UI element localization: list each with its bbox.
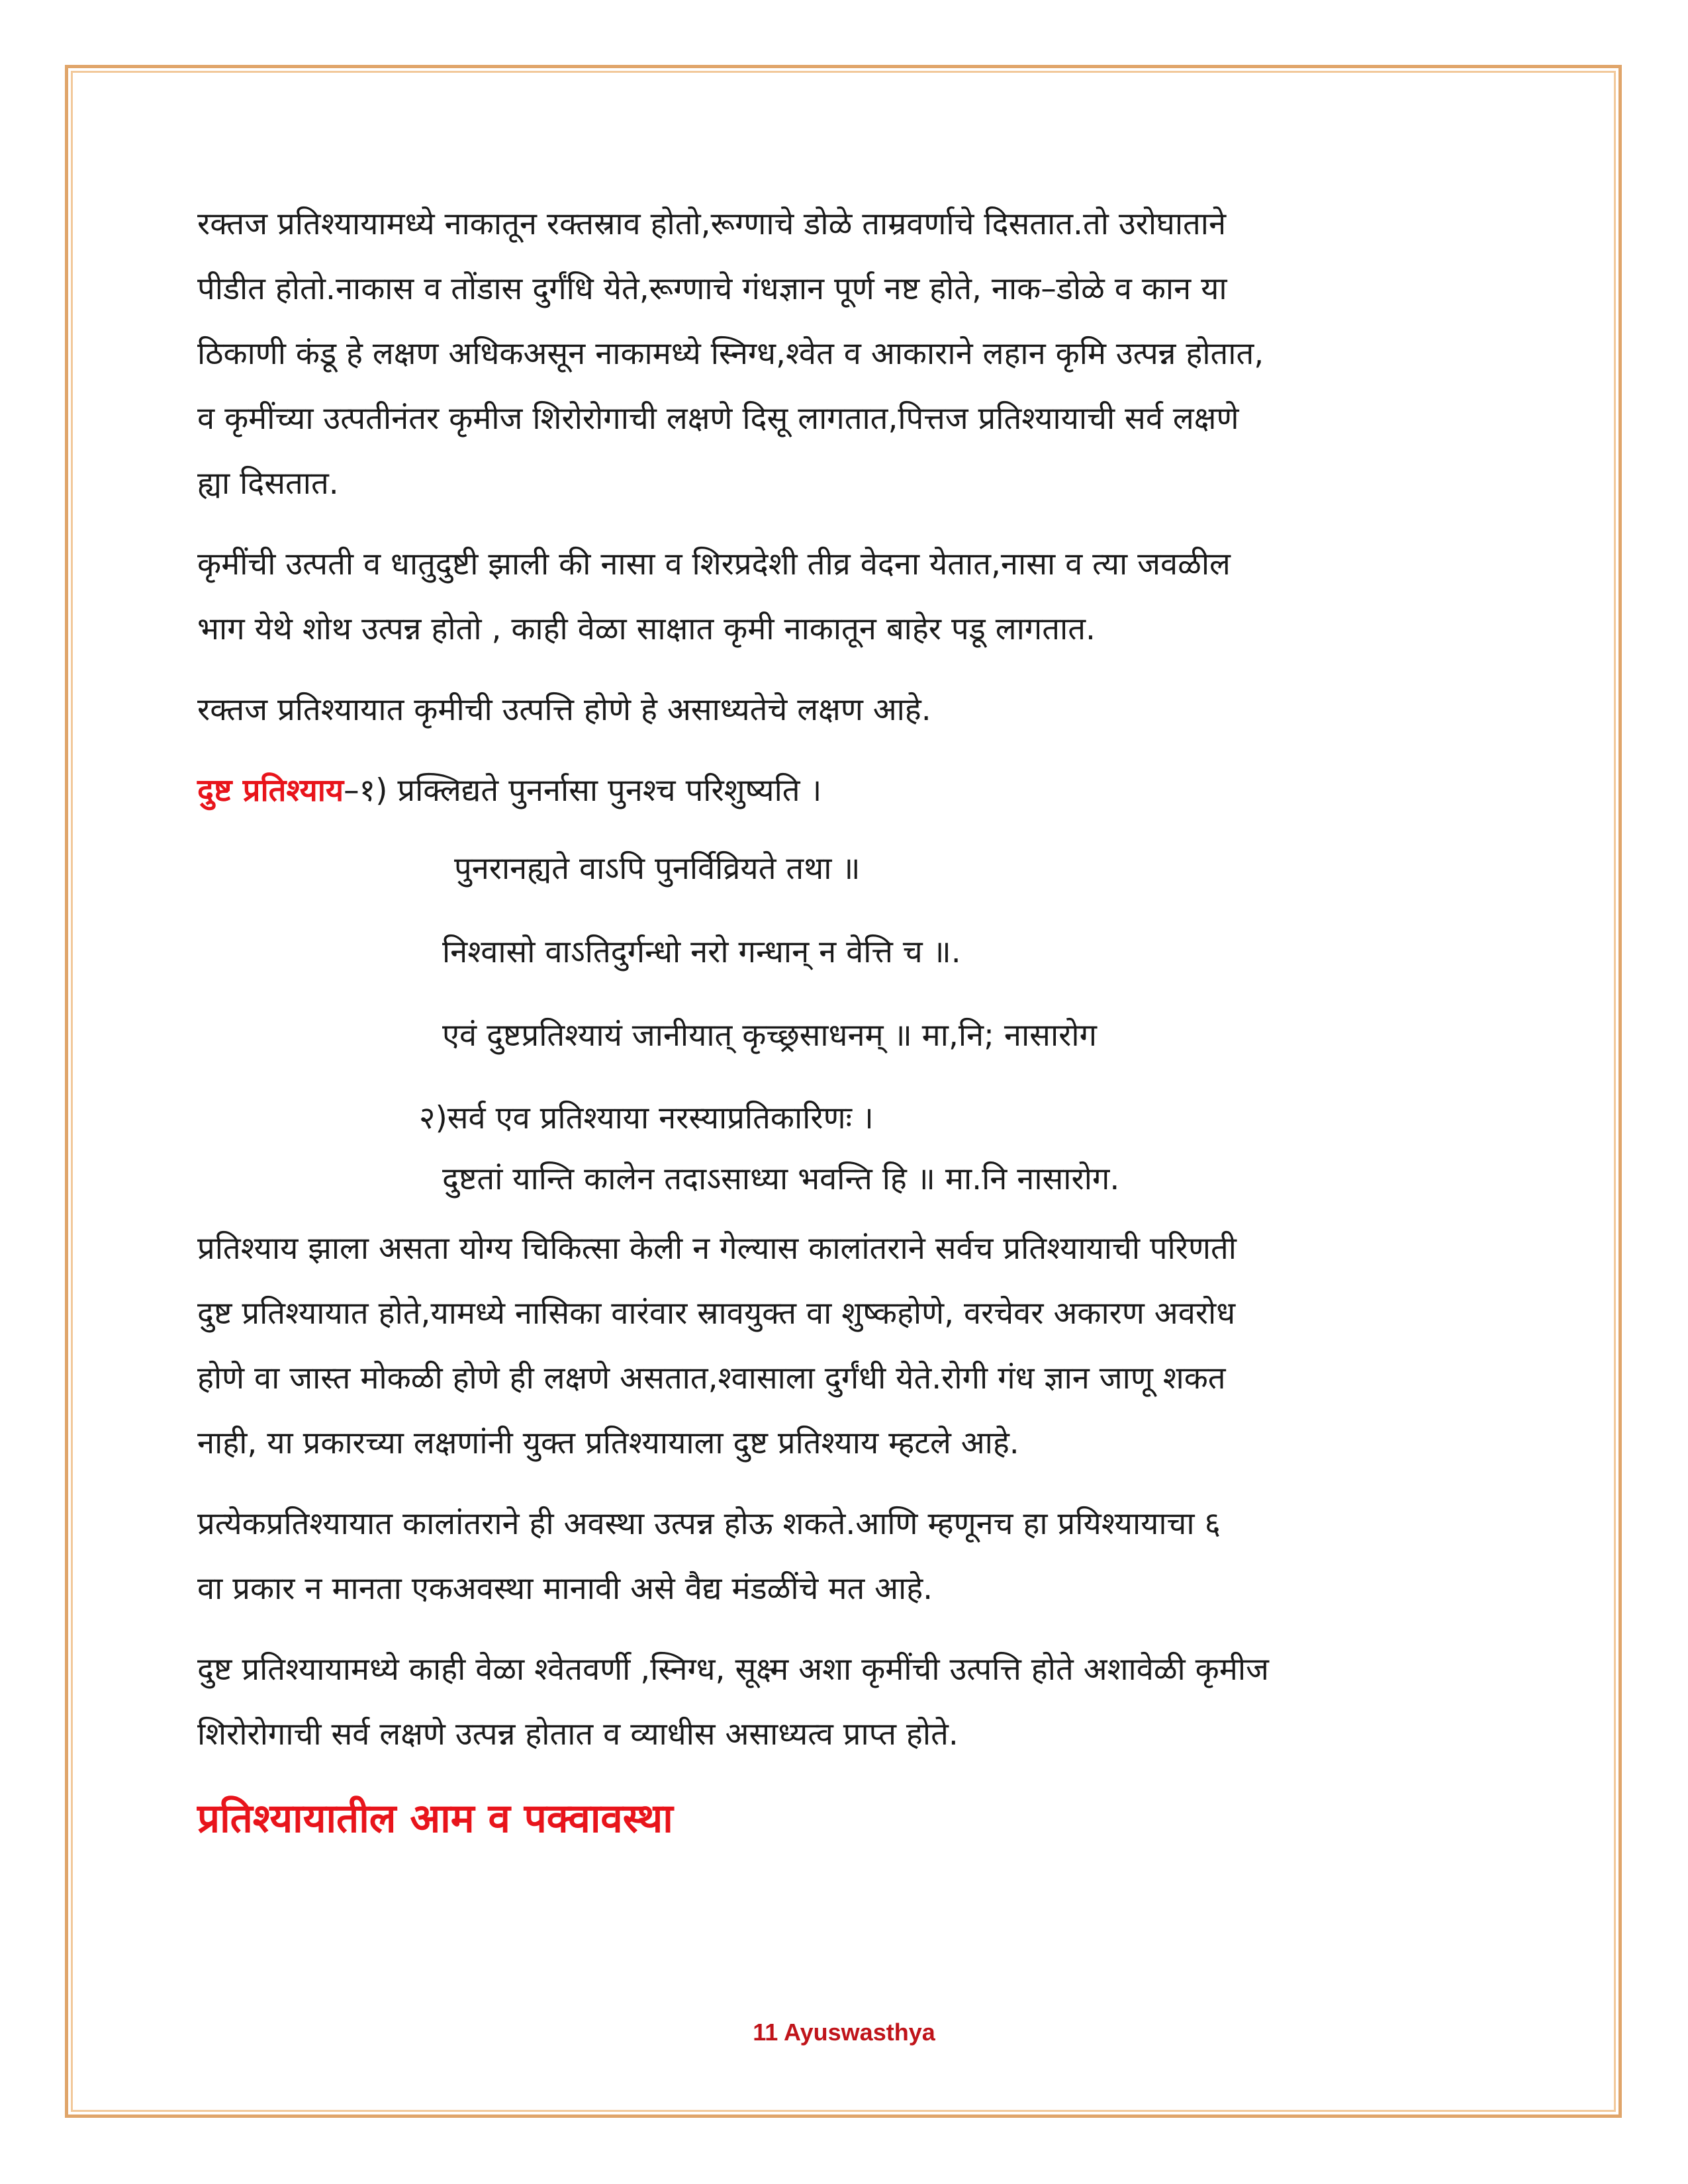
text-line: व कृमींच्या उत्पतीनंतर कृमीज शिरोरोगाची लक्षणे दिसू लागतात,पित्तज प्रतिश्यायाची सर्व लक्षणे [197,400,1239,437]
text-line: नाही, या प्रकारच्या लक्षणांनी युक्त प्रतिश्यायाला दुष्ट प्रतिश्याय म्हटले आहे. [197,1425,1019,1461]
verse-line-5: २)सर्व एव प्रतिश्याया नरस्याप्रतिकारिणः । [419,1100,874,1136]
paragraph-krimi-utpatti [197,532,1481,662]
text-line: ठिकाणी कंडू हे लक्षण अधिकअसून नाकामध्ये स्निग्ध,श्वेत व आकाराने लहान कृमि उत्पन्न होतात, [197,336,1264,372]
paragraph-krimi-dushta [197,1637,1481,1767]
text-line: प्रतिश्याय झाला असता योग्य चिकित्सा केली न गेल्यास कालांतराने सर्वच प्रतिश्यायाची परिणती [197,1230,1237,1267]
verse-line-6: दुष्टतां यान्ति कालेन तदाऽसाध्या भवन्ति हि ॥ मा.नि नासारोग. [442,1161,1120,1197]
paragraph-avastha [197,1492,1481,1621]
paragraph-dushta-parinati [197,1216,1481,1476]
document-body [197,192,1481,1852]
heading-dushta-pratishyaya: दुष्ट प्रतिश्याय [197,772,344,809]
text-line: प्रत्येकप्रतिश्यायात कालांतराने ही अवस्था उत्पन्न होऊ शकते.आणि म्हणूनच हा प्रयिश्यायाचा ६ [197,1506,1221,1542]
verse-line-1 [197,758,1481,823]
text-line: पीडीत होतो.नाकास व तोंडास दुर्गंधि येते,रूग्णाचे गंधज्ञान पूर्ण नष्ट होते, नाक–डोळे व कान या [197,271,1227,307]
text-line: भाग येथे शोथ उत्पन्न होतो , काही वेळा साक्षात कृमी नाकातून बाहेर पडू लागतात. [197,611,1096,647]
text-line: कृमींची उत्पती व धातुदुष्टी झाली की नासा व शिरप्रदेशी तीव्र वेदना येतात,नासा व त्या जवळील [197,546,1231,582]
verse-text: –१) प्रक्लिद्यते पुनर्नासा पुनश्च परिशुष्यति । [344,772,822,809]
text-line: ह्या दिसतात. [197,465,339,502]
verse-line-2: पुनरानह्यते वाऽपि पुनर्विव्रियते तथा ॥ [454,850,861,887]
text-line: रक्तज प्रतिश्यायामध्ये नाकातून रक्तस्राव होतो,रूग्णाचे डोळे ताम्रवर्णाचे दिसतात.तो उरोघाताने [197,206,1227,242]
text-line: दुष्ट प्रतिश्यायात होते,यामध्ये नासिका वारंवार स्रावयुक्त वा शुष्कहोणे, वरचेवर अकारण अवरोध [197,1295,1236,1332]
text-line: रक्तज प्रतिश्यायात कृमीची उत्पत्ति होणे हे असाध्यतेचे लक्षण आहे. [197,692,931,728]
heading-ama-pakva-avastha: प्रतिश्यायातील आम व पक्वावस्था [197,1796,673,1842]
paragraph-rakta-pratishyaya [197,192,1481,516]
paragraph-asadhyata [197,678,1481,743]
verse-line-3: निश्वासो वाऽतिदुर्गन्धो नरो गन्धान् न वेत्ति च ॥. [442,934,961,970]
text-line: शिरोरोगाची सर्व लक्षणे उत्पन्न होतात व व्याधीस असाध्यत्व प्राप्त होते. [197,1716,959,1752]
page-footer: 11 Ayuswasthya [753,2019,935,2046]
text-line: वा प्रकार न मानता एकअवस्था मानावी असे वैद्य मंडळींचे मत आहे. [197,1570,933,1607]
text-line: दुष्ट प्रतिश्यायामध्ये काही वेळा श्वेतवर्णी ,स्निग्ध, सूक्ष्म अशा कृमींची उत्पत्ति होते अशावेळी कृमीज [197,1651,1269,1688]
text-line: होणे वा जास्त मोकळी होणे ही लक्षणे असतात,श्वासाला दुर्गंधी येते.रोगी गंध ज्ञान जाणू शकत [197,1360,1226,1396]
verse-line-4: एवं दुष्टप्रतिश्यायं जानीयात् कृच्छ्रसाधनम् ॥ मा,नि; नासारोग [442,1017,1097,1054]
